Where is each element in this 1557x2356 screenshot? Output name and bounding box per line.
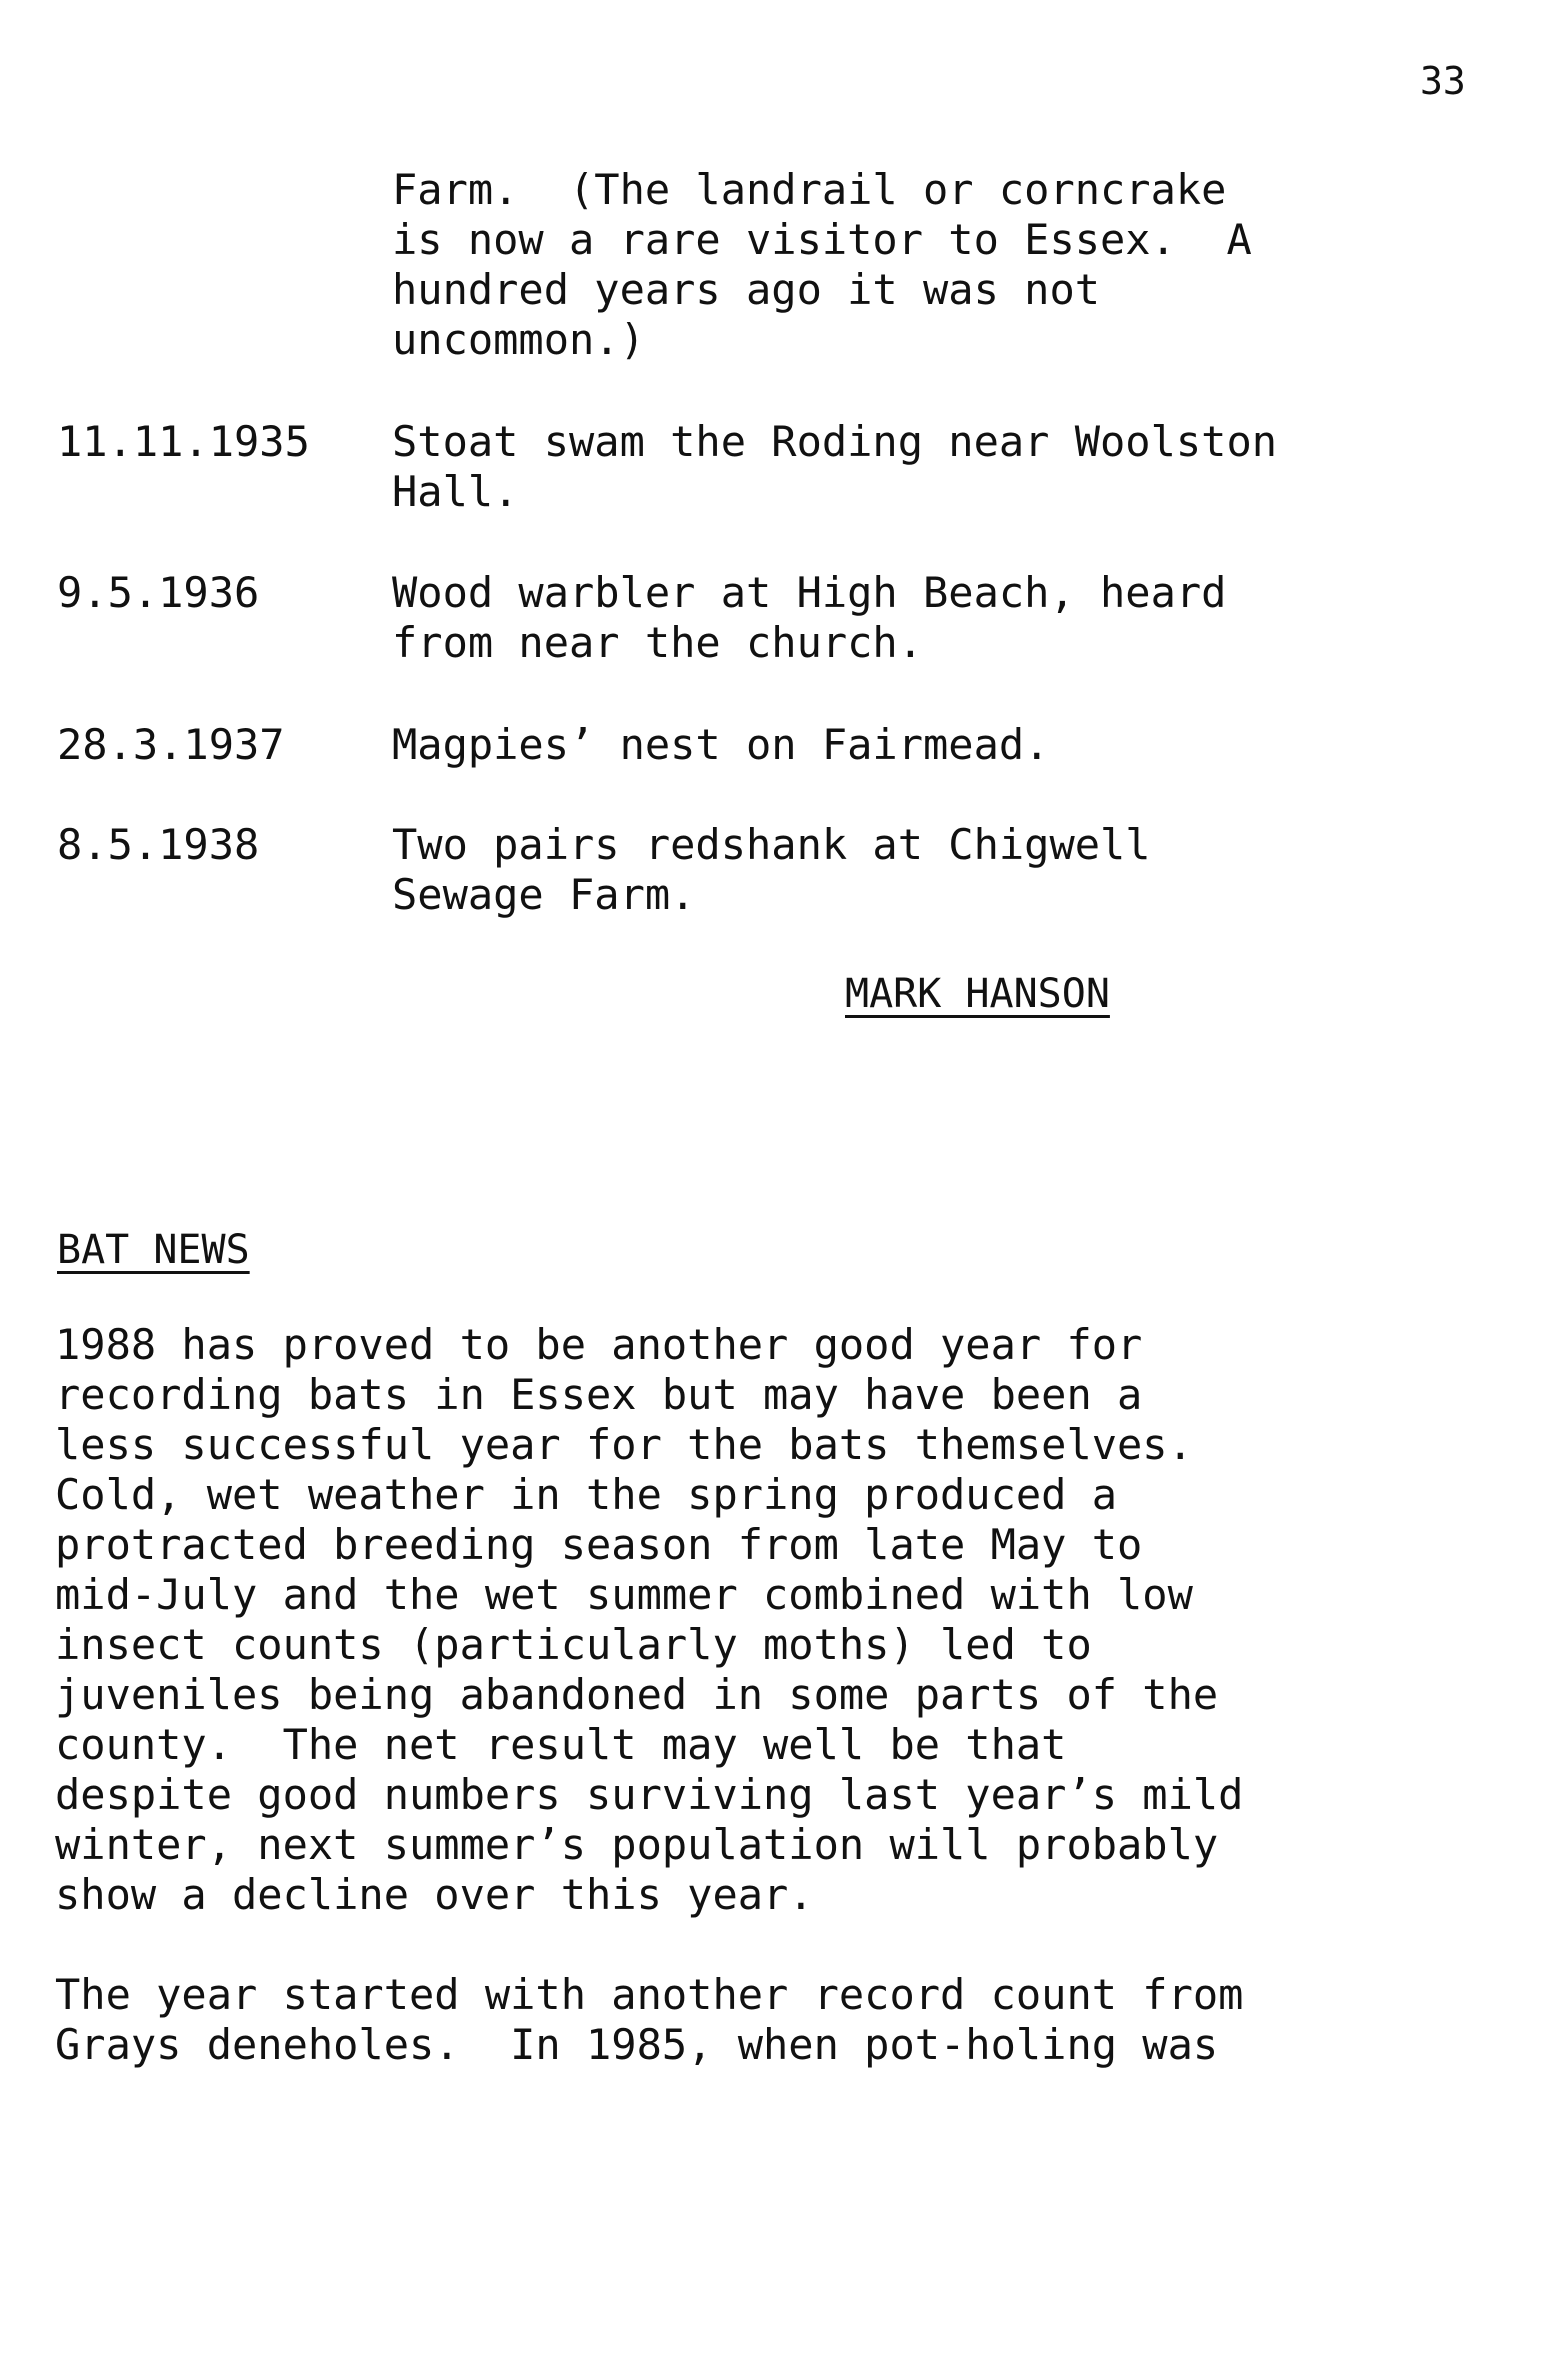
paragraph-line: less successful year for the bats themselves. (55, 1420, 1193, 1469)
paragraph-line: mid-July and the wet summer combined with low (55, 1570, 1193, 1619)
paragraph-line: county. The net result may well be that (55, 1720, 1067, 1769)
paragraph-line: Cold, wet weather in the spring produced a (55, 1470, 1118, 1519)
paragraph-line: recording bats in Essex but may have been a (55, 1370, 1143, 1419)
paragraph-line: juveniles being abandoned in some parts of the (55, 1670, 1219, 1719)
paragraph-line: insect counts (particularly moths) led to (55, 1620, 1092, 1669)
entry-date: 9.5.1936 (57, 568, 260, 617)
entry-line: Two pairs redshank at Chigwell (392, 820, 1151, 869)
entry-line: from near the church. (392, 618, 924, 667)
body-paragraph (55, 1970, 1505, 2070)
entry-line: hundred years ago it was not (392, 265, 1101, 314)
entry-date: 11.11.1935 (57, 417, 310, 466)
entry-date: 28.3.1937 (57, 720, 285, 769)
paragraph-line: show a decline over this year. (55, 1870, 814, 1919)
entry-date: 8.5.1938 (57, 820, 260, 869)
entry-text (392, 417, 1472, 517)
author-signature: MARK HANSON (845, 971, 1110, 1017)
entry-line: uncommon.) (392, 315, 645, 364)
paragraph-line: The year started with another record count from (55, 1970, 1244, 2019)
entry-line: Wood warbler at High Beach, heard (392, 568, 1227, 617)
entry-line: Hall. (392, 467, 519, 516)
entry-line: Sewage Farm. (392, 870, 696, 919)
entry-line: Magpies’ nest on Fairmead. (392, 720, 1050, 769)
paragraph-line: protracted breeding season from late May to (55, 1520, 1143, 1569)
entry-line: Stoat swam the Roding near Woolston (392, 417, 1278, 466)
paragraph-line: winter, next summer’s population will probably (55, 1820, 1219, 1869)
paragraph-line: despite good numbers surviving last year’s mild (55, 1770, 1244, 1819)
entry-line: is now a rare visitor to Essex. A (392, 215, 1252, 264)
entry-text (392, 720, 1472, 770)
page-number: 33 (1420, 59, 1466, 103)
paragraph-line: 1988 has proved to be another good year for (55, 1320, 1143, 1369)
body-paragraph (55, 1320, 1505, 1920)
entry-text (392, 165, 1472, 365)
entry-line: Farm. (The landrail or corncrake (392, 165, 1227, 214)
entry-text (392, 568, 1472, 668)
paragraph-line: Grays deneholes. In 1985, when pot-holing was (55, 2020, 1219, 2069)
entry-text (392, 820, 1472, 920)
section-heading: BAT NEWS (57, 1227, 250, 1273)
